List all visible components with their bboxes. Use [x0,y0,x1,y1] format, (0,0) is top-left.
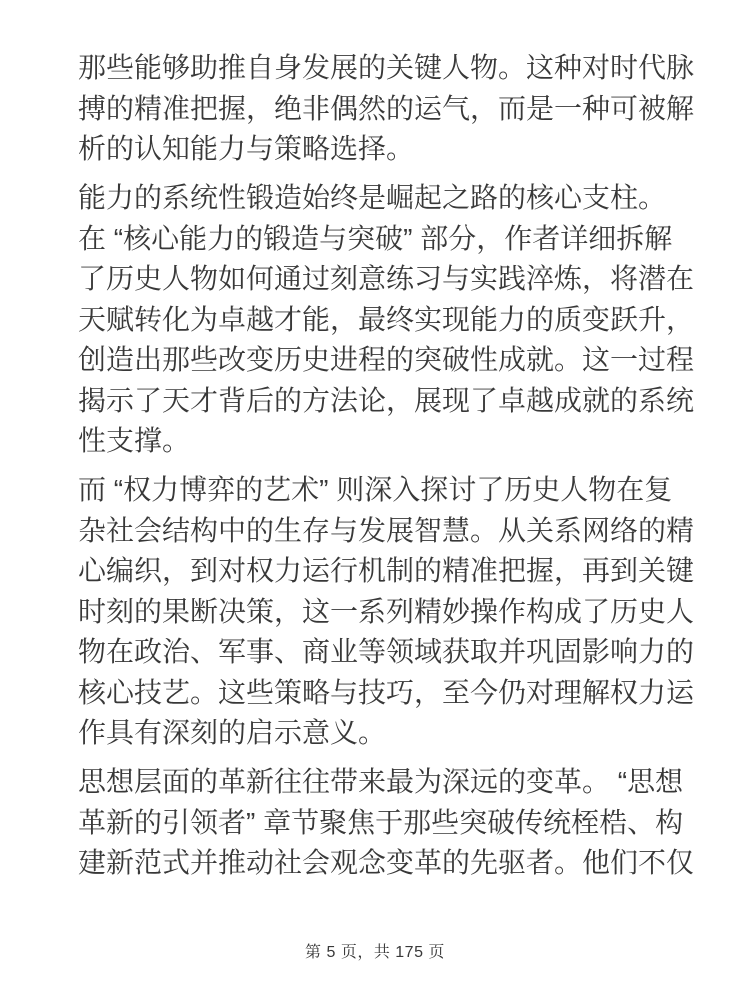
text-line: 在 “核心能力的锻造与突破” 部分，作者详细拆解 [78,222,673,254]
text-line: 建新范式并推动社会观念变革的先驱者。他们不仅 [78,847,695,878]
text-line: 思想层面的革新往往带来最为深远的变革。 “思想 [78,766,684,797]
text-line: 能力的系统性锻造始终是崛起之路的核心支柱。 [78,182,667,213]
text-line: 物在政治、军事、商业等领域获取并巩固影响力的 [78,636,695,667]
text-line: 析的认知能力与策略选择。 [78,133,415,164]
text-line: 革新的引领者” 章节聚焦于那些突破传统桎梏、构 [78,806,684,838]
page-text-content [78,48,698,884]
text-line: 作具有深刻的启示意义。 [78,717,387,748]
text-line: 时刻的果断决策，这一系列精妙操作构成了历史人 [78,595,695,627]
text-line: 搏的精准把握，绝非偶然的运气，而是一种可被解 [78,92,695,124]
text-line: 核心技艺。这些策略与技巧，至今仍对理解权力运 [78,676,695,708]
text-line: 了历史人物如何通过刻意练习与实践淬炼，将潜在 [78,263,695,294]
paragraph [78,48,698,170]
paragraph [78,762,698,884]
text-line: 创造出那些改变历史进程的突破性成就。这一过程 [78,344,695,375]
text-line: 性支撑。 [78,425,191,456]
text-line: 那些能够助推自身发展的关键人物。这种对时代脉 [78,52,695,83]
text-line: 杂社会结构中的生存与发展智慧。从关系网络的精 [78,514,695,546]
paragraph [78,178,698,462]
text-line: 心编织，到对权力运行机制的精准把握，再到关键 [78,555,695,586]
text-line: 天赋转化为卓越才能，最终实现能力的质变跃升， [78,303,695,335]
text-line: 而 “权力博弈的艺术” 则深入探讨了历史人物在复 [78,474,673,505]
paragraph [78,470,698,754]
page-number-footer: 第 5 页，共 175 页 [305,944,445,961]
text-line: 揭示了天才背后的方法论，展现了卓越成就的系统 [78,384,695,416]
